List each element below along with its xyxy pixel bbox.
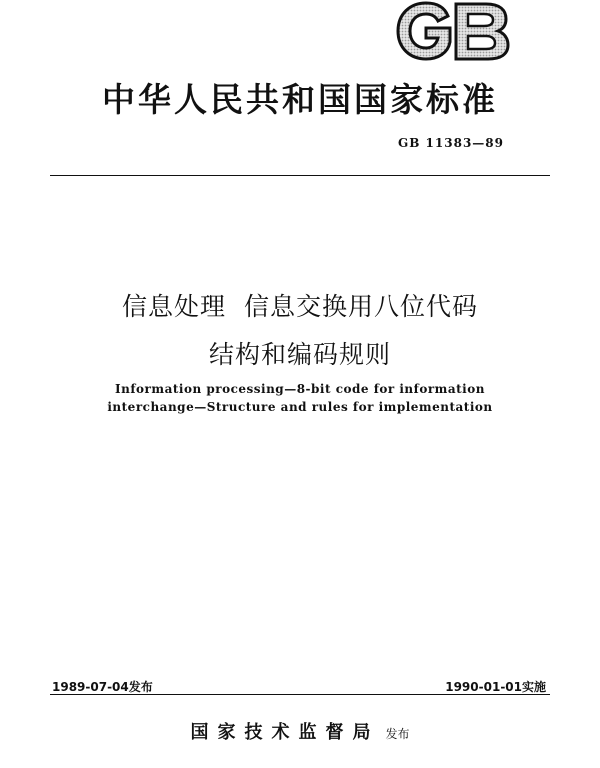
english-title-line-1: Information processing—8-bit code for information [115,382,485,396]
bottom-divider [50,694,550,695]
top-divider [50,175,550,176]
publisher-name: 国家技术监督局 [190,722,380,743]
implementation-date: 1990-01-01实施 [445,680,546,694]
chinese-title-line-2: 结构和编码规则 [208,340,391,369]
english-title-line-2: interchange—Structure and rules for implementation [107,400,493,414]
standard-category-title: 中华人民共和国国家标准 [102,80,498,119]
publisher-line [0,718,600,744]
publisher-suffix: 发布 [385,727,410,741]
chinese-title-line-1: 信息处理 信息交换用八位代码 [122,292,478,321]
issue-date: 1989-07-04发布 [52,680,153,694]
standard-number: GB 11383—89 [397,136,504,150]
gb-logo [392,0,512,62]
